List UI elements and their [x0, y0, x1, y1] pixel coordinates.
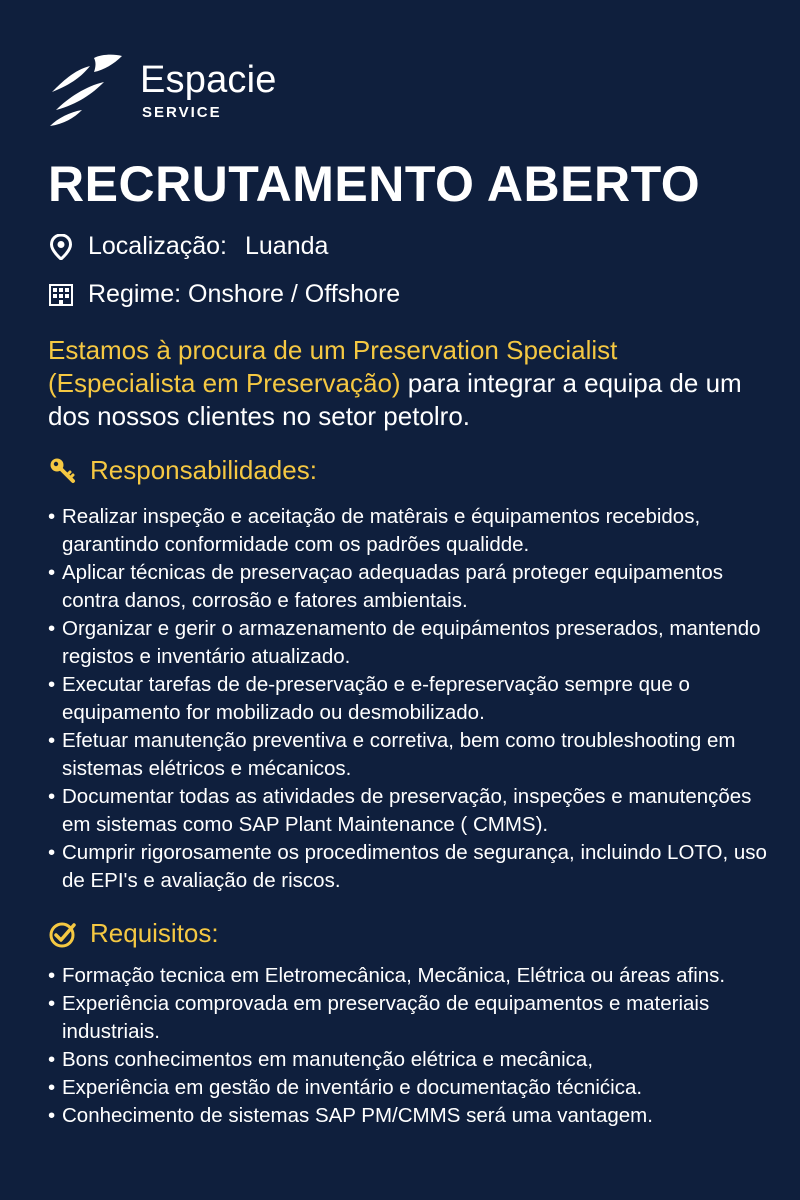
regime-label: Regime: Onshore / Offshore [88, 280, 401, 308]
list-item: • Experiência em gestão de inventário e documentação técnićica. [48, 1074, 778, 1102]
list-item: • Executar tarefas de de-preservação e e-fepreservação sempre que o equipamento for mobilizado ou desmobilizado. [48, 671, 778, 727]
brand-subtitle: SERVICE [142, 103, 222, 121]
regime-row [48, 280, 400, 309]
location-pin-icon [48, 234, 74, 260]
list-item: • Bons conhecimentos em manutenção elétrica e mecânica, [48, 1046, 778, 1074]
list-item: • Formação tecnica em Eletromecânica, Mecãnica, Elétrica ou áreas afins. [48, 962, 778, 990]
requirements-heading [48, 918, 219, 949]
list-item: • Realizar inspeção e aceitação de matêrais e équipamentos recebidos, garantindo conformidade com os padrões qualidde. [48, 503, 778, 559]
location-value: Luanda [244, 232, 329, 260]
responsibilities-heading [48, 455, 317, 486]
intro-highlight: Estamos à procura de um Preservation Specialist (Especialista em Preservação) [48, 335, 618, 398]
location-row [48, 232, 328, 261]
building-icon [48, 282, 74, 308]
target-check-icon [48, 919, 78, 949]
list-item: • Cumprir rigorosamente os procedimentos de segurança, incluindo LOTO, uso de EPI's e avaliação de riscos. [48, 839, 778, 895]
intro-rest: para integrar a equipa de um dos nossos clientes no setor petolro. [48, 368, 742, 431]
key-icon [48, 456, 78, 486]
requirements-list [48, 962, 778, 1130]
list-item: • Efetuar manutenção preventiva e corretiva, bem como troubleshooting em sistemas elétricos e mécanicos. [48, 727, 778, 783]
responsibilities-heading-text: Responsabilidades: [90, 455, 317, 485]
brand-logo [48, 52, 277, 128]
brand-name: Espacie [140, 58, 277, 101]
location-label: Localização: [88, 232, 227, 260]
list-item: • Aplicar técnicas de preservaçao adequadas pará proteger equipamentos contra danos, corrosão e fatores ambientais. [48, 559, 778, 615]
list-item: • Documentar todas as atividades de preservação, inspeções e manutenções em sistemas como SAP Plant Maintenance ( CMMS). [48, 783, 778, 839]
page-title: RECRUTAMENTO ABERTO [48, 156, 701, 212]
list-item: • Conhecimento de sistemas SAP PM/CMMS será uma vantagem. [48, 1102, 778, 1130]
espacie-logo-icon [48, 52, 126, 128]
list-item: • Experiência comprovada em preservação de equipamentos e materiais industriais. [48, 990, 778, 1046]
list-item: • Organizar e gerir o armazenamento de equipámentos preserados, mantendo registos e inventário atualizado. [48, 615, 778, 671]
responsibilities-list [48, 503, 778, 895]
requirements-heading-text: Requisitos: [90, 918, 219, 948]
intro-paragraph [48, 334, 768, 433]
